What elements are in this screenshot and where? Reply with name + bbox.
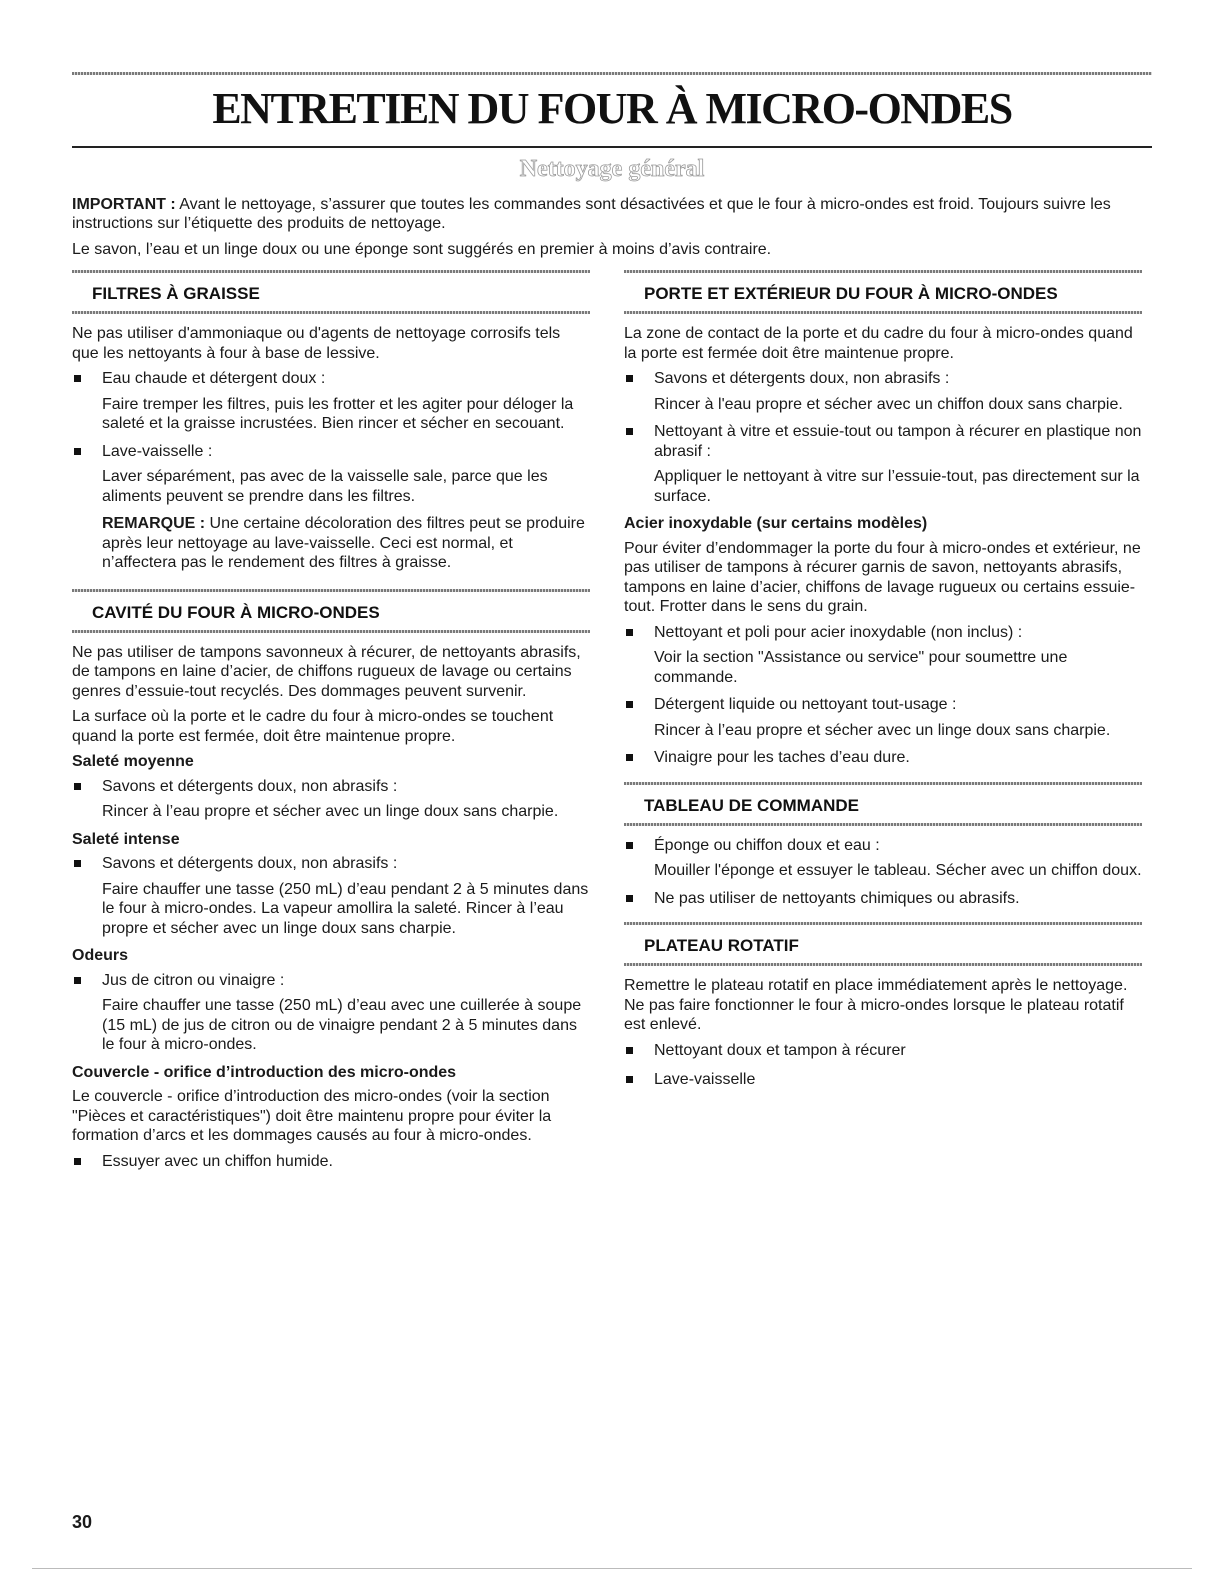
filtres-list xyxy=(72,369,590,389)
section-title-plateau: PLATEAU ROTATIF xyxy=(644,936,799,955)
list-item-label: Lave-vaisselle : xyxy=(102,442,213,460)
list-item-label: Vinaigre pour les taches d’eau dure. xyxy=(654,749,910,766)
inox-list-2 xyxy=(624,695,1142,715)
list-item xyxy=(72,369,590,389)
bullet-icon xyxy=(626,375,633,382)
right-column xyxy=(624,270,1142,1096)
porte-b4-text: Rincer à l’eau propre et sécher avec un linge doux sans charpie. xyxy=(654,721,1111,739)
bullet-icon xyxy=(626,1076,633,1083)
list-item xyxy=(624,1070,1142,1090)
list-item xyxy=(624,748,1142,768)
important-note xyxy=(72,195,1152,233)
bullet-icon xyxy=(626,754,633,761)
list-item xyxy=(72,442,590,462)
list-item-label: Essuyer avec un chiffon humide. xyxy=(102,1152,333,1170)
section-title-tableau: TABLEAU DE COMMANDE xyxy=(644,795,860,815)
bottom-rule xyxy=(32,1568,1192,1569)
porte-b3-text: Voir la section "Assistance ou service" pour soumettre une commande. xyxy=(654,649,1068,686)
list-item xyxy=(72,971,590,991)
section-header-filtres xyxy=(72,270,590,314)
bullet-icon xyxy=(74,783,81,790)
odeurs-text: Faire chauffer une tasse (250 mL) d’eau avec une cuillerée à soupe (15 mL) de jus de citron ou de vinaigre pendant 2 à 5 minutes dans le four à micro-ondes. xyxy=(102,997,582,1053)
left-column xyxy=(72,270,590,1177)
plateau-para: Remettre le plateau rotatif en place immédiatement après le nettoyage. Ne pas faire fonctionner le four à micro-ondes lorsque le plateau rotatif est enlevé. xyxy=(624,977,1128,1033)
porte-para: La zone de contact de la porte et du cadre du four à micro-ondes quand la porte est fermée doit être maintenue propre. xyxy=(624,325,1133,362)
list-item xyxy=(72,777,590,797)
bullet-icon xyxy=(74,860,81,867)
page xyxy=(72,0,1152,1585)
inox-list-1 xyxy=(624,623,1142,643)
bullet-icon xyxy=(626,895,633,902)
important-text: Avant le nettoyage, s’assurer que toutes les commandes sont désactivées et que le four à micro-ondes est froid. Toujours suivre les instructions sur l’étiquette des produits de nettoyage. xyxy=(72,196,1111,232)
porte-list-2 xyxy=(624,422,1142,461)
bullet-icon xyxy=(74,448,81,455)
subheading-odeurs: Odeurs xyxy=(72,947,129,964)
section-title-porte: PORTE ET EXTÉRIEUR DU FOUR À MICRO-ONDES xyxy=(644,284,1058,303)
plateau-list xyxy=(624,1041,1142,1090)
list-item-label: Savons et détergents doux, non abrasifs : xyxy=(102,777,398,795)
intense-list xyxy=(72,854,590,874)
list-item xyxy=(624,836,1142,856)
subheading-inox: Acier inoxydable (sur certains modèles) xyxy=(624,515,928,532)
moyenne-list xyxy=(72,777,590,797)
note-text: Une certaine décoloration des filtres peut se produire après leur nettoyage au lave-vaisselle. Ceci est normal, et n’affectera pas le rendement des filtres à graisse. xyxy=(102,515,585,571)
cavite-para-2: La surface où la porte et le cadre du four à micro-ondes se touchent quand la porte est fermée, doit être maintenue propre. xyxy=(72,708,554,745)
spacer xyxy=(624,914,1142,922)
inox-list-3 xyxy=(624,748,1142,768)
bullet-icon xyxy=(626,428,633,435)
list-item-label: Savons et détergents doux, non abrasifs : xyxy=(102,855,398,872)
intense-text: Faire chauffer une tasse (250 mL) d’eau pendant 2 à 5 minutes dans le four à micro-ondes. La vapeur amollira la saleté. Rincer à l’eau propre et sécher avec un linge doux sans charpie. xyxy=(102,880,589,937)
filtres-note xyxy=(102,514,590,573)
list-item xyxy=(624,422,1142,461)
list-item-label: Jus de citron ou vinaigre : xyxy=(102,971,285,989)
filtres-para: Ne pas utiliser d'ammoniaque ou d'agents de nettoyage corrosifs tels que les nettoyants à four à base de lessive. xyxy=(72,325,561,362)
inox-para: Pour éviter d’endommager la porte du four à micro-ondes et extérieur, ne pas utiliser de tampons à récurer garnis de savon, nettoyants abrasifs, tampons en laine d’acier, chiffons de lavage rugueux ou certains essuie-tout. Frotter dans le sens du grain. xyxy=(624,539,1141,615)
section-title-filtres: FILTRES À GRAISSE xyxy=(92,284,260,303)
tableau-b1-text: Mouiller l'éponge et essuyer le tableau. Sécher avec un chiffon doux. xyxy=(654,862,1142,879)
list-item-label: Lave-vaisselle xyxy=(654,1071,756,1088)
top-rule xyxy=(72,72,1152,75)
intro xyxy=(72,195,1152,266)
tableau-list-1 xyxy=(624,836,1142,856)
bullet-icon xyxy=(74,977,81,984)
subheading-intense: Saleté intense xyxy=(72,830,180,848)
list-item-label: Eau chaude et détergent doux : xyxy=(102,370,326,387)
subheading-moyenne: Saleté moyenne xyxy=(72,753,194,770)
list-item-label: Nettoyant et poli pour acier inoxydable (non inclus) : xyxy=(654,623,1023,641)
list-item xyxy=(72,1152,590,1172)
bullet-icon xyxy=(626,629,633,636)
bullet-icon xyxy=(626,842,633,849)
spacer xyxy=(72,581,590,589)
section-header-tableau xyxy=(624,782,1142,826)
page-subtitle: Nettoyage général xyxy=(519,156,705,182)
list-item xyxy=(624,695,1142,715)
filtres-list-2 xyxy=(72,442,590,462)
section-title-cavite: CAVITÉ DU FOUR À MICRO-ONDES xyxy=(92,602,380,622)
important-label: IMPORTANT : xyxy=(72,196,176,213)
list-item xyxy=(624,889,1142,909)
list-item xyxy=(624,623,1142,643)
porte-list-1 xyxy=(624,369,1142,389)
odeurs-list xyxy=(72,971,590,991)
couvercle-list xyxy=(72,1152,590,1172)
list-item xyxy=(72,854,590,874)
cavite-para-1: Ne pas utiliser de tampons savonneux à récurer, de nettoyants abrasifs, de tampons en laine d’acier, de chiffons rugueux de lavage ou certains genres d’essuie-tout recyclés. Des dommages peuvent survenir. xyxy=(72,643,581,700)
list-item-label: Savons et détergents doux, non abrasifs : xyxy=(654,370,950,387)
list-item-label: Nettoyant doux et tampon à récurer xyxy=(654,1041,906,1059)
porte-b2-text: Appliquer le nettoyant à vitre sur l’essuie-tout, pas directement sur la surface. xyxy=(654,468,1140,505)
list-item-label: Ne pas utiliser de nettoyants chimiques ou abrasifs. xyxy=(654,889,1020,907)
soap-note: Le savon, l’eau et un linge doux ou une éponge sont suggérés en premier à moins d’avis contraire. xyxy=(72,241,772,258)
bullet-icon xyxy=(74,1158,81,1165)
tableau-list-2 xyxy=(624,889,1142,909)
section-header-porte xyxy=(624,270,1142,314)
spacer xyxy=(624,774,1142,782)
moyenne-text: Rincer à l’eau propre et sécher avec un linge doux sans charpie. xyxy=(102,803,559,820)
filtres-b2-text: Laver séparément, pas avec de la vaisselle sale, parce que les aliments peuvent se prendre dans les filtres. xyxy=(102,468,548,505)
page-number: 30 xyxy=(72,1512,93,1532)
bullet-icon xyxy=(626,1047,633,1054)
section-header-plateau xyxy=(624,922,1142,966)
bullet-icon xyxy=(626,701,633,708)
note-label: REMARQUE : xyxy=(102,515,206,532)
section-header-cavite xyxy=(72,589,590,633)
subheading-couvercle: Couvercle - orifice d’introduction des micro-ondes xyxy=(72,1063,457,1081)
list-item xyxy=(624,369,1142,389)
list-item-label: Nettoyant à vitre et essuie-tout ou tampon à récurer en plastique non abrasif : xyxy=(654,423,1142,460)
title-rule xyxy=(72,146,1152,148)
filtres-b1-text: Faire tremper les filtres, puis les frotter et les agiter pour déloger la saleté et la graisse incrustées. Bien rincer et sécher en secouant. xyxy=(102,395,574,432)
bullet-icon xyxy=(74,375,81,382)
list-item-label: Éponge ou chiffon doux et eau : xyxy=(654,836,880,854)
list-item xyxy=(624,1041,1142,1061)
porte-b1-text: Rincer à l'eau propre et sécher avec un chiffon doux sans charpie. xyxy=(654,395,1123,413)
page-title: ENTRETIEN DU FOUR À MICRO-ONDES xyxy=(212,84,1012,133)
couvercle-text: Le couvercle - orifice d’introduction des micro-ondes (voir la section "Pièces et caractéristiques") doit être maintenu propre pour éviter la formation d’arcs et les dommages causés au four à micro-ondes. xyxy=(72,1088,552,1144)
list-item-label: Détergent liquide ou nettoyant tout-usage : xyxy=(654,696,957,713)
